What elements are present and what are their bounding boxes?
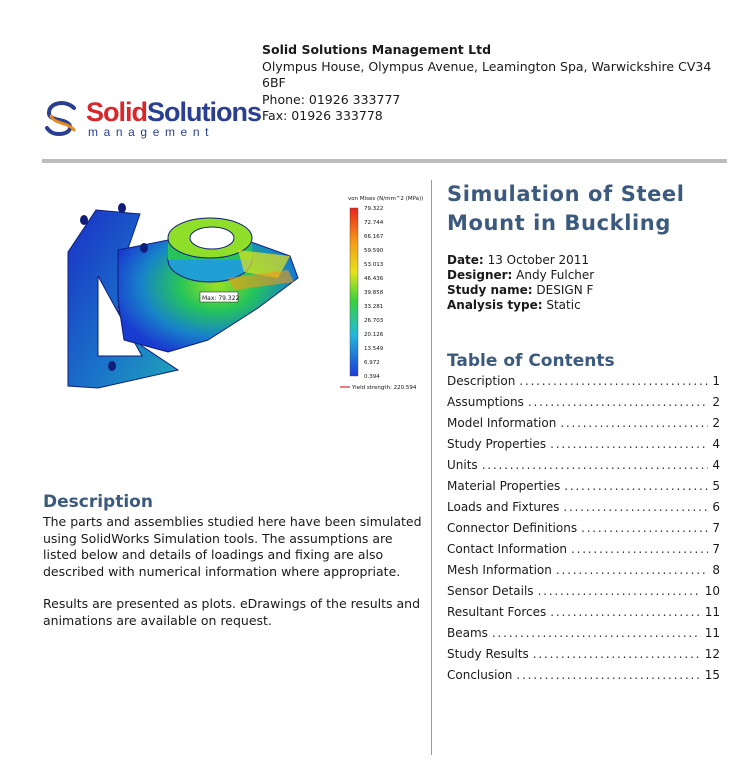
description-paragraph: The parts and assemblies studied here have been simulated using SolidWorks Simulation tools. The assumptions are listed below and details of loadings and fixing are also described with numerical information where appropriate. xyxy=(43,514,422,579)
company-address: Olympus House, Olympus Avenue, Leamington Spa, Warwickshire CV34 6BF xyxy=(262,58,712,90)
toc-leader xyxy=(564,478,708,494)
toc-entry[interactable] xyxy=(447,562,720,583)
column-divider xyxy=(431,180,432,755)
legend-tick-label: 26.703 xyxy=(364,318,384,324)
toc-entry[interactable] xyxy=(447,583,720,604)
study-meta xyxy=(447,253,594,313)
toc-entry-title: Loads and Fixtures xyxy=(447,500,560,514)
toc-leader xyxy=(563,499,708,515)
meta-value: Andy Fulcher xyxy=(516,268,595,282)
toc-entry-page: 15 xyxy=(704,668,720,682)
toc-leader xyxy=(581,520,708,536)
toc-entry-page: 12 xyxy=(704,647,720,661)
logo-wordmark: SolidSolutions xyxy=(86,97,261,127)
table-of-contents xyxy=(447,373,720,688)
toc-entry[interactable] xyxy=(447,499,720,520)
toc-entry-title: Material Properties xyxy=(447,479,561,493)
toc-entry-page: 4 xyxy=(712,458,720,472)
legend-tick-label: 13.549 xyxy=(364,346,384,352)
legend-tick-label: 46.436 xyxy=(364,276,384,282)
toc-entry[interactable] xyxy=(447,625,720,646)
toc-entry-page: 10 xyxy=(704,584,720,598)
toc-entry[interactable] xyxy=(447,436,720,457)
toc-leader xyxy=(519,373,708,389)
toc-leader xyxy=(528,394,708,410)
toc-entry[interactable] xyxy=(447,646,720,667)
toc-entry-page: 7 xyxy=(712,542,720,556)
toc-entry-title: Study Properties xyxy=(447,437,547,451)
meta-line xyxy=(447,253,594,268)
toc-entry-title: Assumptions xyxy=(447,395,524,409)
meta-value: Static xyxy=(546,298,581,312)
toc-entry-page: 11 xyxy=(704,605,720,619)
legend-tick-label: 6.972 xyxy=(364,360,380,366)
toc-entry[interactable] xyxy=(447,520,720,541)
toc-entry[interactable] xyxy=(447,478,720,499)
toc-entry[interactable] xyxy=(447,541,720,562)
legend-tick-label: 59.590 xyxy=(364,248,384,254)
meta-value: 13 October 2011 xyxy=(487,253,590,267)
legend-tick-label: 53.013 xyxy=(364,262,384,268)
toc-entry-page: 8 xyxy=(712,563,720,577)
toc-entry-page: 7 xyxy=(712,521,720,535)
toc-entry-title: Description xyxy=(447,374,516,388)
toc-leader xyxy=(516,667,700,683)
yield-strength-label: Yield strength: 220.594 xyxy=(352,385,417,391)
logo-subtitle: management xyxy=(88,125,215,139)
legend-tick-label: 79.322 xyxy=(364,206,384,212)
toc-leader xyxy=(538,583,701,599)
toc-entry-title: Conclusion xyxy=(447,668,513,682)
legend-labels xyxy=(364,206,384,380)
logo-swirl-icon xyxy=(44,100,80,138)
toc-entry-page: 2 xyxy=(712,395,720,409)
meta-value: DESIGN F xyxy=(536,283,594,297)
toc-entry-title: Sensor Details xyxy=(447,584,534,598)
legend-tick-label: 72.744 xyxy=(364,220,384,226)
legend-tick-label: 66.167 xyxy=(364,234,384,240)
toc-entry-title: Contact Information xyxy=(447,542,567,556)
toc-entry-title: Beams xyxy=(447,626,488,640)
toc-entry-page: 11 xyxy=(704,626,720,640)
report-title: Simulation of Steel Mount in Buckling xyxy=(447,182,685,235)
toc-entry-title: Study Results xyxy=(447,647,529,661)
toc-entry-page: 4 xyxy=(712,437,720,451)
toc-heading: Table of Contents xyxy=(447,351,615,371)
toc-leader xyxy=(560,415,708,431)
legend-title: von Mises (N/mm^2 (MPa)) xyxy=(348,196,424,202)
description-body xyxy=(43,514,428,645)
toc-entry[interactable] xyxy=(447,604,720,625)
legend-tick-label: 39.858 xyxy=(364,290,384,296)
max-stress-label: Max: 79.322 xyxy=(202,295,240,302)
meta-line xyxy=(447,298,594,313)
toc-entry-title: Units xyxy=(447,458,478,472)
company-info xyxy=(262,42,722,125)
toc-entry[interactable] xyxy=(447,394,720,415)
toc-entry-page: 1 xyxy=(712,374,720,388)
toc-entry-page: 6 xyxy=(712,500,720,514)
toc-leader xyxy=(492,625,701,641)
toc-leader xyxy=(550,604,700,620)
meta-line xyxy=(447,268,594,283)
toc-entry[interactable] xyxy=(447,373,720,394)
meta-label: Analysis type: xyxy=(447,298,543,312)
toc-leader xyxy=(550,436,708,452)
company-logo xyxy=(44,97,261,140)
toc-entry-title: Model Information xyxy=(447,416,557,430)
toc-leader xyxy=(482,457,709,473)
company-fax: Fax: 01926 333778 xyxy=(262,108,383,123)
header-divider xyxy=(42,159,727,163)
legend-tick-label: 20.126 xyxy=(364,332,384,338)
company-name: Solid Solutions Management Ltd xyxy=(262,42,492,57)
toc-entry[interactable] xyxy=(447,457,720,478)
description-paragraph: Results are presented as plots. eDrawings of the results and animations are available on request. xyxy=(43,596,421,628)
meta-label: Date: xyxy=(447,253,484,267)
toc-leader xyxy=(556,562,708,578)
description-heading: Description xyxy=(43,492,153,512)
toc-entry-title: Connector Definitions xyxy=(447,521,578,535)
toc-entry-title: Resultant Forces xyxy=(447,605,547,619)
meta-line xyxy=(447,283,594,298)
toc-leader xyxy=(571,541,708,557)
meta-label: Designer: xyxy=(447,268,513,282)
toc-entry[interactable] xyxy=(447,667,720,688)
toc-entry-page: 2 xyxy=(712,416,720,430)
toc-entry[interactable] xyxy=(447,415,720,436)
toc-entry-page: 5 xyxy=(712,479,720,493)
company-phone: Phone: 01926 333777 xyxy=(262,91,401,107)
toc-entry-title: Mesh Information xyxy=(447,563,552,577)
legend-colorbar xyxy=(350,208,358,376)
legend-tick-label: 33.281 xyxy=(364,304,384,310)
meta-label: Study name: xyxy=(447,283,533,297)
simulation-result-image xyxy=(58,190,428,405)
legend-tick-label: 0.394 xyxy=(364,374,380,380)
toc-leader xyxy=(533,646,701,662)
